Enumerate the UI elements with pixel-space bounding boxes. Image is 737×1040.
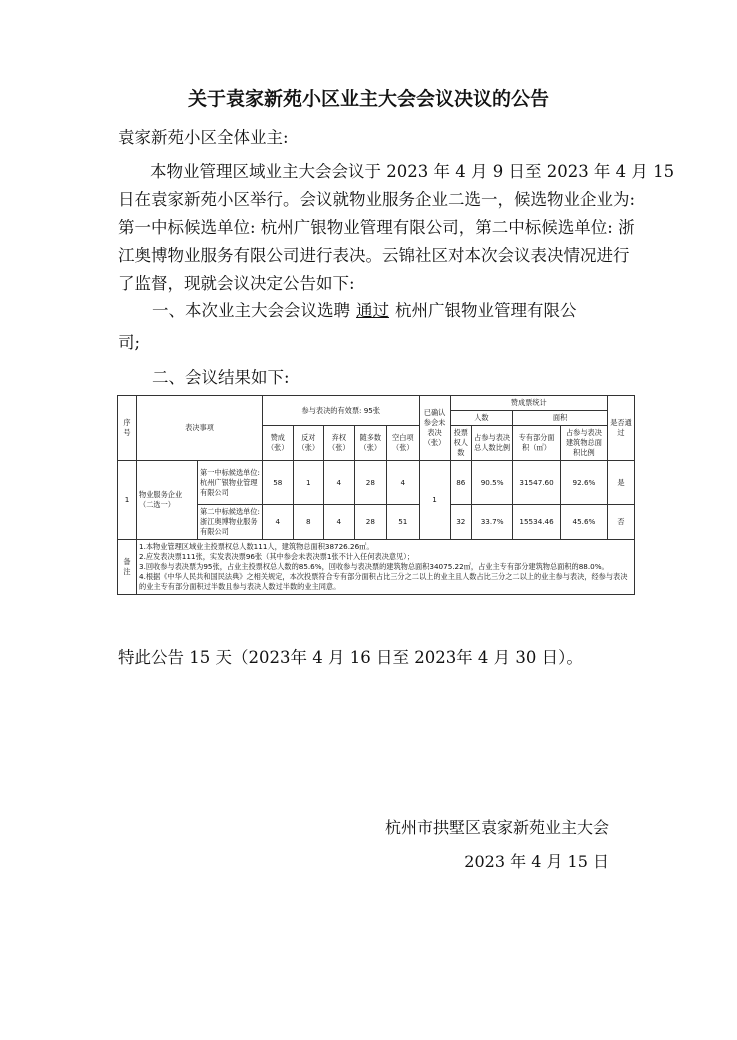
c1-follow: 28 [354, 461, 386, 505]
c1-area: 31547.60 [513, 461, 561, 505]
body-line-4: 江奥博物业服务有限公司进行表决。云锦社区对本次会议表决情况进行 [118, 246, 630, 265]
th-stats: 赞成票统计 [450, 396, 607, 411]
c1-passed: 是 [608, 461, 635, 505]
page-title: 关于袁家新苑小区业主大会会议决议的公告 [187, 88, 549, 110]
th-seq: 序号 [118, 396, 137, 461]
row-seq: 1 [118, 461, 137, 540]
notes-label: 备注 [118, 540, 137, 595]
salutation: 袁家新苑小区全体业主: [118, 128, 289, 147]
body-line-3: 第一中标候选单位: 杭州广银物业管理有限公司，第二中标候选单位: 浙 [118, 218, 635, 237]
note-3: 3.回收参与表决票为95张，占业主投票权总人数的85.6%，回收参与表决票的建筑物总面积34075.22㎡，占业主专有部分建筑物总面积的88.0%。 [139, 562, 609, 571]
c2-passed: 否 [608, 505, 635, 540]
item1-continuation: 司; [118, 333, 141, 352]
row-matter: 物业服务企业（二选一） [137, 461, 198, 540]
th-valid-votes: 参与表决的有效票: 95张 [263, 396, 420, 426]
body-line-5: 了监督，现就会议决定公告如下: [118, 274, 355, 293]
item1-result: 通过 [356, 301, 389, 320]
th-oppose: 反对（张） [293, 426, 324, 461]
note-2: 2.应发表决票111张，实发表决票96张（其中参会未表决票1张不计入任何表决意见）； [139, 552, 415, 561]
th-follow: 随多数（张） [354, 426, 386, 461]
c1-voters: 86 [450, 461, 471, 505]
c2-people-ratio: 33.7% [472, 505, 513, 540]
item1-prefix: 一、本次业主大会会议选聘 [152, 301, 350, 320]
c1-oppose: 1 [293, 461, 324, 505]
th-voters: 投票权人数 [450, 426, 471, 461]
signature: 杭州市拱墅区袁家新苑业主大会 [384, 818, 609, 837]
c2-area: 15534.46 [513, 505, 561, 540]
c1-area-ratio: 92.6% [560, 461, 607, 505]
body-line-2: 日在袁家新苑小区举行。会议就物业服务企业二选一，候选物业企业为: [118, 190, 636, 209]
candidate-1-name: 第一中标候选单位: 杭州广银物业管理有限公司 [198, 461, 263, 505]
th-matter: 表决事项 [137, 396, 263, 461]
c1-people-ratio: 90.5% [472, 461, 513, 505]
th-approve: 赞成（张） [263, 426, 294, 461]
c2-blank: 51 [387, 505, 419, 540]
vote-results-table [117, 395, 635, 595]
body-line-1: 本物业管理区域业主大会会议于 2023 年 4 月 9 日至 2023 年 4 月 15 [150, 162, 675, 181]
c2-follow: 28 [354, 505, 386, 540]
resolution-item-2: 二、会议结果如下: [152, 368, 290, 387]
c2-voters: 32 [450, 505, 471, 540]
th-exclusive-area: 专有部分面积（㎡） [513, 426, 561, 461]
note-1: 1.本物业管理区域业主投票权总人数111人，建筑物总面积38726.26㎡。 [139, 542, 374, 551]
notice-period: 特此公告 15 天（2023年 4 月 16 日至 2023年 4 月 30 日）。 [118, 648, 583, 667]
th-area: 面积 [513, 411, 608, 426]
signature-date: 2023 年 4 月 15 日 [464, 852, 609, 871]
item1-suffix: 杭州广银物业管理有限公 [395, 301, 577, 320]
candidate-2-name: 第二中标候选单位: 浙江奥博物业服务有限公司 [198, 505, 263, 540]
resolution-item-1 [152, 297, 577, 324]
c2-area-ratio: 45.6% [560, 505, 607, 540]
c2-oppose: 8 [293, 505, 324, 540]
th-blank: 空白项（张） [387, 426, 419, 461]
c1-blank: 4 [387, 461, 419, 505]
th-unconfirmed: 已确认参会未表决（张） [419, 396, 450, 461]
th-passed: 是否通过 [608, 396, 635, 461]
th-area-ratio: 占参与表决建筑物总面积比例 [560, 426, 607, 461]
th-people: 人数 [450, 411, 513, 426]
th-people-ratio: 占参与表决总人数比例 [472, 426, 513, 461]
c2-approve: 4 [263, 505, 294, 540]
c2-abstain: 4 [324, 505, 355, 540]
unconfirmed-value: 1 [419, 461, 450, 540]
c1-approve: 58 [263, 461, 294, 505]
note-4: 4.根据《中华人民共和国民法典》之相关规定，本次投票符合专有部分面积占比三分之二以上的业主且人数占比三分之二以上的业主参与表决，经参与表决的业主专有部分面积过半数且参与表决人数过半数的业主同意。 [139, 572, 628, 591]
notes-cell [137, 540, 635, 595]
c1-abstain: 4 [324, 461, 355, 505]
th-abstain: 弃权（张） [324, 426, 355, 461]
